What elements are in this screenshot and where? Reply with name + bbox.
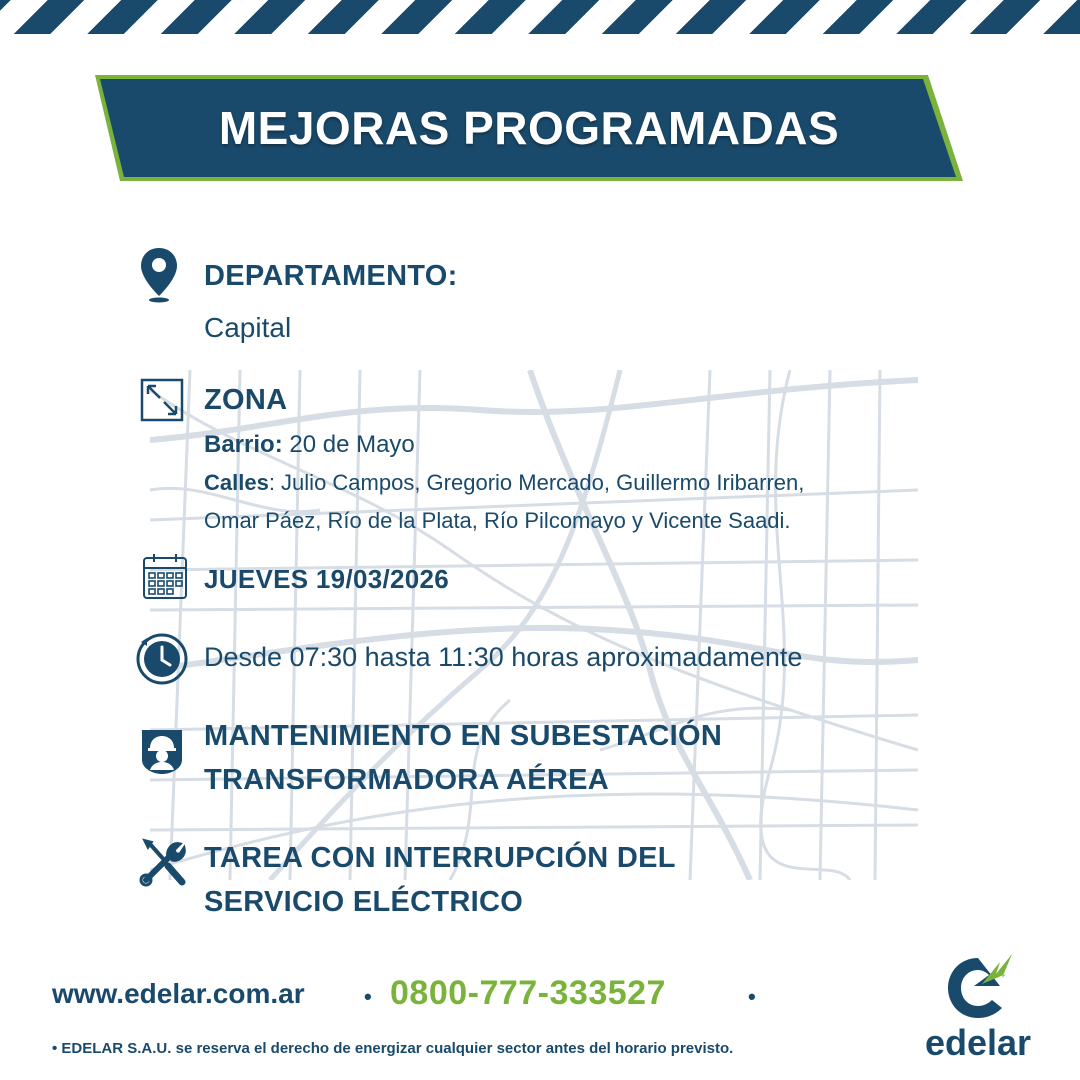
- phone-number[interactable]: 0800-777-333527: [390, 974, 666, 1012]
- tarea-line-1: TAREA CON INTERRUPCIÓN DEL: [204, 842, 676, 874]
- trabajo-line-2: TRANSFORMADORA AÉREA: [204, 764, 610, 796]
- fecha-label: JUEVES 19/03/2026: [204, 564, 450, 594]
- departamento-label: DEPARTAMENTO:: [204, 260, 458, 292]
- calles-list-1: : Julio Campos, Gregorio Mercado, Guillermo Iribarren,: [268, 470, 805, 495]
- calles-label: Calles: [204, 470, 269, 495]
- expand-arrows-icon: [140, 378, 184, 422]
- departamento-value: Capital: [204, 312, 292, 343]
- separator-dot-1: •: [364, 984, 372, 1009]
- clock-icon: [135, 632, 189, 686]
- zona-label: ZONA: [204, 384, 288, 416]
- worker-helmet-icon: [140, 728, 184, 776]
- tarea-line-2: SERVICIO ELÉCTRICO: [204, 886, 524, 918]
- barrio-label: Barrio:: [204, 431, 283, 458]
- location-pin-icon: [138, 246, 180, 304]
- calendar-icon: [142, 552, 188, 600]
- edelar-logo-word: edelar: [924, 1022, 1032, 1063]
- calles-list-2: Omar Páez, Río de la Plata, Río Pilcomayo y Vicente Saadi.: [204, 508, 791, 533]
- top-hazard-stripes: [0, 0, 1080, 34]
- edelar-logo: [916, 948, 1040, 1068]
- title-banner: [92, 72, 966, 184]
- horario-text: Desde 07:30 hasta 11:30 horas aproximadamente: [204, 642, 803, 672]
- edelar-logo-mark-icon: [916, 948, 1040, 1024]
- website-link[interactable]: www.edelar.com.ar: [52, 978, 305, 1009]
- trabajo-line-1: MANTENIMIENTO EN SUBESTACIÓN: [204, 720, 723, 752]
- separator-dot-2: •: [748, 984, 756, 1009]
- disclaimer-note: • EDELAR S.A.U. se reserva el derecho de energizar cualquier sector antes del horario previsto.: [52, 1040, 734, 1057]
- barrio-line: [204, 426, 904, 463]
- calles-line-1: [204, 464, 904, 501]
- barrio-value: 20 de Mayo: [289, 431, 415, 458]
- tools-icon: [138, 836, 190, 888]
- page-title: MEJORAS PROGRAMADAS: [218, 102, 840, 154]
